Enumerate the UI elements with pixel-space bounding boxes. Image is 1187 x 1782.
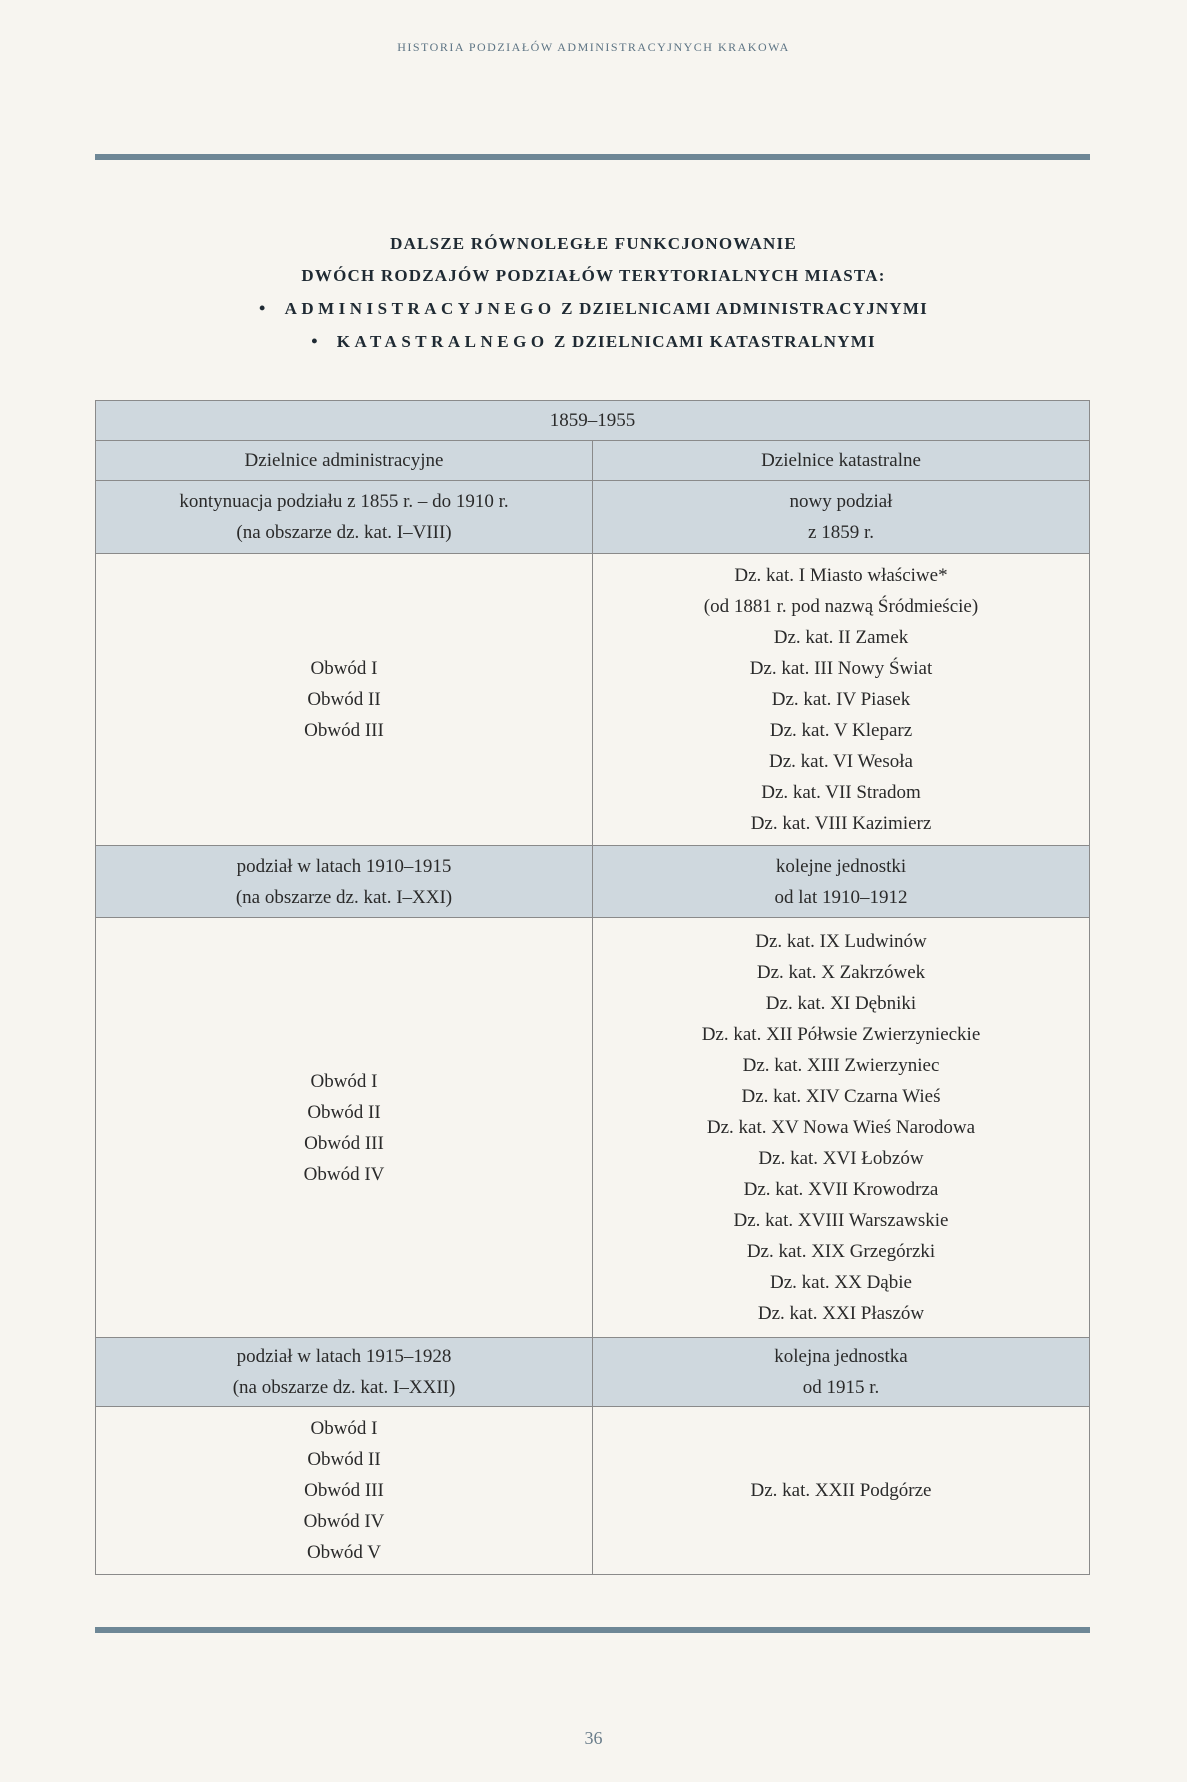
list-item: Dz. kat. XIX Grzegórzki (746, 1241, 936, 1262)
section-header-row (96, 481, 1090, 554)
divisions-table (95, 400, 1090, 1575)
title-bullet-1-rest: Z DZIELNICAMI ADMINISTRACYJNYMI (555, 299, 928, 318)
top-rule (95, 154, 1090, 160)
list-item: Dz. kat. XX Dąbie (770, 1272, 912, 1293)
administrative-districts-list (96, 1407, 593, 1575)
list-item: Obwód IV (303, 1511, 385, 1532)
section-body-row (96, 918, 1090, 1338)
section-head-line: podział w latach 1915–1928 (236, 1346, 452, 1367)
section-header-row (96, 1338, 1090, 1407)
cadastral-districts-list (593, 554, 1090, 846)
section-left-head (96, 846, 593, 918)
section-left-head (96, 1338, 593, 1407)
list-item: Dz. kat. X Zakrzówek (756, 962, 926, 983)
section-head-line: kontynuacja podziału z 1855 r. – do 1910 r. (179, 491, 509, 512)
title-line-2: DWÓCH RODZAJÓW PODZIAŁÓW TERYTORIALNYCH MIASTA: (301, 266, 886, 285)
list-item: Dz. kat. XVIII Warszawskie (733, 1210, 949, 1231)
list-item: Dz. kat. XV Nowa Wieś Narodowa (706, 1117, 976, 1138)
cadastral-districts-list (593, 1407, 1090, 1575)
list-item: Obwód IV (303, 1163, 385, 1185)
section-body-row (96, 1407, 1090, 1575)
list-item: Dz. kat. XII Półwsie Zwierzynieckie (701, 1024, 981, 1045)
section-left-head (96, 481, 593, 554)
list-item: Obwód III (304, 720, 384, 741)
list-item: Dz. kat. XVI Łobzów (758, 1148, 924, 1169)
bullet-icon: • (311, 331, 319, 351)
list-item: Dz. kat. II Zamek (773, 627, 909, 648)
list-item: Obwód III (304, 1132, 384, 1154)
list-item: Dz. kat. I Miasto właściwe* (734, 565, 948, 586)
page-number: 36 (584, 1728, 603, 1748)
section-head-line: (na obszarze dz. kat. I–VIII) (236, 522, 452, 543)
list-item: Obwód I (310, 1070, 378, 1092)
list-item: Obwód V (306, 1542, 382, 1563)
page-title (0, 228, 1187, 358)
title-bullet-2-word: KATASTRALNEGO (336, 332, 549, 351)
list-item: Dz. kat. XXII Podgórze (750, 1480, 932, 1501)
list-item: Dz. kat. XXI Płaszów (757, 1303, 925, 1324)
title-line-1: DALSZE RÓWNOLEGŁE FUNKCJONOWANIE (390, 234, 797, 253)
list-item: Obwód II (307, 1449, 381, 1470)
section-head-line: kolejne jednostki (775, 855, 907, 877)
section-head-line: (na obszarze dz. kat. I–XXI) (235, 886, 453, 908)
section-head-line: kolejna jednostka (774, 1346, 908, 1367)
title-bullet-1 (0, 292, 1187, 325)
list-item: Obwód I (310, 1418, 378, 1439)
section-head-line: podział w latach 1910–1915 (236, 855, 452, 877)
list-item: Obwód I (310, 658, 378, 679)
section-right-head (593, 1338, 1090, 1407)
bullet-icon: • (259, 298, 267, 318)
list-item: Dz. kat. III Nowy Świat (749, 658, 933, 679)
column-header-cadastral: Dzielnice katastralne (593, 441, 1090, 481)
list-item: (od 1881 r. pod nazwą Śródmieście) (703, 596, 979, 617)
list-item: Dz. kat. IX Ludwinów (755, 931, 927, 952)
column-header-administrative: Dzielnice administracyjne (96, 441, 593, 481)
running-header: HISTORIA PODZIAŁÓW ADMINISTRACYJNYCH KRAKOWA (397, 40, 790, 54)
section-right-head (593, 481, 1090, 554)
administrative-districts-list (96, 918, 593, 1338)
column-header-row (96, 441, 1090, 481)
section-right-head (593, 846, 1090, 918)
list-item: Obwód II (307, 1101, 381, 1123)
list-item: Dz. kat. V Kleparz (769, 720, 913, 741)
period-row (96, 401, 1090, 441)
section-header-row (96, 846, 1090, 918)
cadastral-districts-list (593, 918, 1090, 1338)
section-head-line: nowy podział (789, 491, 893, 512)
list-item: Dz. kat. IV Piasek (771, 689, 911, 710)
period-cell: 1859–1955 (96, 401, 1090, 441)
section-head-line: od lat 1910–1912 (774, 886, 908, 908)
title-bullet-2-rest: Z DZIELNICAMI KATASTRALNYMI (548, 332, 876, 351)
section-head-line: z 1859 r. (808, 522, 874, 543)
bottom-rule (95, 1627, 1090, 1633)
list-item: Dz. kat. VII Stradom (761, 782, 921, 803)
title-bullet-1-word: ADMINISTRACYJNEGO (284, 299, 556, 318)
title-bullet-2 (0, 325, 1187, 358)
list-item: Dz. kat. XI Dębniki (765, 993, 917, 1014)
section-head-line: od 1915 r. (802, 1377, 880, 1398)
list-item: Dz. kat. XIV Czarna Wieś (741, 1086, 941, 1107)
list-item: Obwód II (307, 689, 381, 710)
list-item: Dz. kat. VIII Kazimierz (750, 813, 932, 834)
list-item: Dz. kat. XVII Krowodrza (743, 1179, 939, 1200)
list-item: Dz. kat. VI Wesoła (769, 751, 913, 772)
administrative-districts-list (96, 554, 593, 846)
section-body-row (96, 554, 1090, 846)
list-item: Dz. kat. XIII Zwierzyniec (742, 1055, 940, 1076)
section-head-line: (na obszarze dz. kat. I–XXII) (232, 1377, 456, 1398)
list-item: Obwód III (304, 1480, 384, 1501)
